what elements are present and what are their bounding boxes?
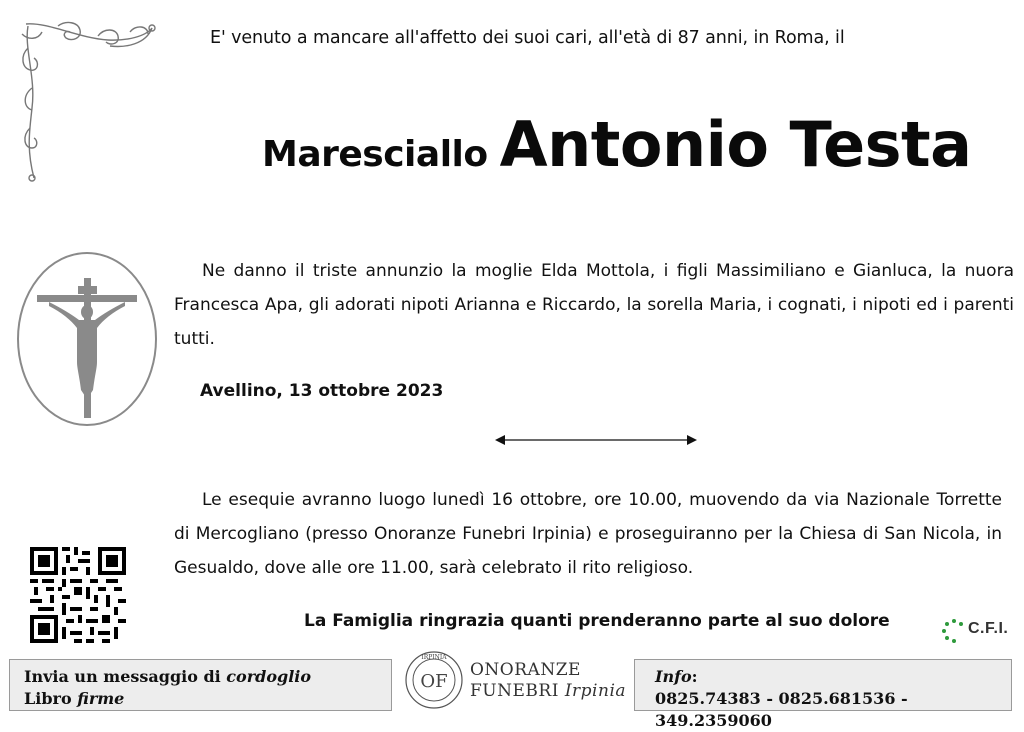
info-box bbox=[634, 659, 1012, 730]
family-thanks: La Famiglia ringrazia quanti prenderanno parte al suo dolore bbox=[304, 611, 890, 631]
info-phones[interactable]: 0825.74383 - 0825.681536 - 349.2359060 bbox=[655, 689, 908, 730]
announcement-text: Ne danno il triste annunzio la moglie Elda Mottola, i figli Massimiliano e Gianluca, la nuora Francesca Apa, gli adorati nipoti Arianna e Riccardo, la sorella Maria, i cognati, i nipoti ed i parenti tutti. bbox=[174, 261, 1014, 349]
info-heading bbox=[655, 666, 1011, 688]
crucifix-icon bbox=[15, 250, 159, 428]
funeral-home-logo-icon bbox=[404, 650, 464, 710]
deceased-rank: Maresciallo bbox=[262, 134, 488, 175]
deceased-fullname: Antonio Testa bbox=[499, 108, 972, 181]
funeral-home-irpinia: Irpinia bbox=[564, 681, 627, 701]
info-label: Info bbox=[655, 667, 692, 686]
guestbook-link[interactable] bbox=[24, 688, 391, 710]
guestbook-italic: firme bbox=[77, 689, 125, 708]
condolence-italic: cordoglio bbox=[226, 667, 312, 686]
logo-initials: OF bbox=[420, 671, 448, 692]
qr-code-icon[interactable] bbox=[30, 547, 126, 643]
cfi-label: C.F.I. bbox=[968, 620, 1009, 637]
announcement-paragraph bbox=[174, 254, 1014, 356]
logo-ring-text: IRPINIA bbox=[421, 654, 447, 661]
corner-ornament-icon bbox=[18, 18, 158, 186]
condolence-prefix: Invia un messaggio di bbox=[24, 667, 227, 686]
cfi-logo-icon bbox=[940, 618, 968, 644]
condolence-box[interactable] bbox=[9, 659, 392, 711]
intro-text: E' venuto a mancare all'affetto dei suoi cari, all'età di 87 anni, in Roma, il bbox=[210, 28, 845, 48]
funeral-home-funebri: FUNEBRI bbox=[470, 681, 559, 701]
info-colon: : bbox=[691, 667, 698, 686]
deceased-name bbox=[262, 108, 972, 181]
guestbook-prefix: Libro bbox=[24, 689, 78, 708]
divider-arrow-icon bbox=[494, 434, 698, 446]
funeral-home-line1: ONORANZE bbox=[470, 660, 581, 680]
funeral-home-name bbox=[470, 660, 626, 702]
condolence-link[interactable] bbox=[24, 666, 391, 688]
funeral-paragraph bbox=[174, 483, 1002, 585]
funeral-home-line2 bbox=[470, 681, 626, 702]
funeral-text: Le esequie avranno luogo lunedì 16 ottobre, ore 10.00, muovendo da via Nazionale Torrette di Mercogliano (presso Onoranze Funebri Irpinia) e proseguiranno per la Chiesa di San Nicola, in Gesualdo, dove alle ore 11.00, sarà celebrato il rito religioso. bbox=[174, 490, 1002, 578]
place-date: Avellino, 13 ottobre 2023 bbox=[200, 381, 444, 401]
